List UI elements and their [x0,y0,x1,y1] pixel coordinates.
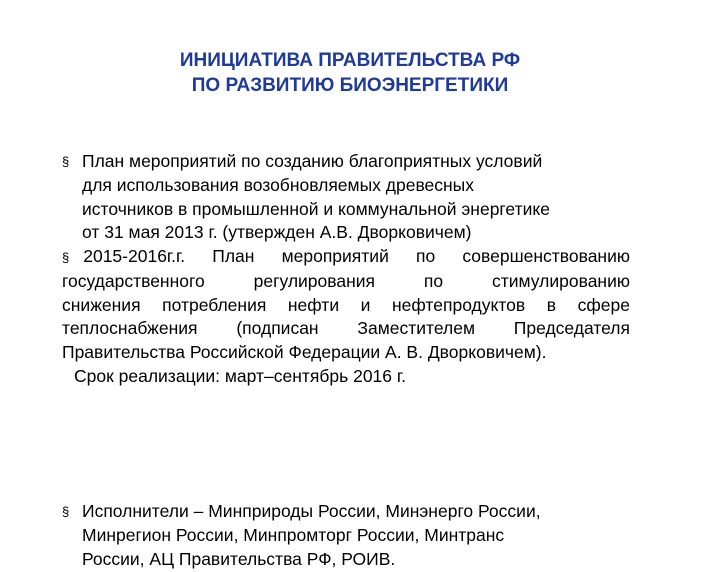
bullet-2-line-1-text: 2015-2016г.г. План мероприятий по совершенствованию [83,246,630,266]
bullet-2-line-4: теплоснабжения (подписан Заместителем Председателя [62,318,630,339]
bullet-2-line-1 [62,245,630,270]
bullet-1-line-2: для использования возобновляемых древесных [82,174,475,195]
bullet-marker-icon: § [62,250,70,265]
bullet-2-line-6: Срок реализации: март–сентябрь 2016 г. [74,365,406,386]
bullet-item-2 [62,245,630,389]
slide-title [0,48,700,98]
bullet-3-line-1: Исполнители – Минприроды России, Минэнерго России, [82,501,541,522]
slide-title-line-2: ПО РАЗВИТИЮ БИОЭНЕРГЕТИКИ [191,75,509,96]
bullet-marker-icon: § [62,154,70,169]
bullet-marker-icon: § [62,504,70,520]
bullet-2-line-2: государственного регулирования по стимулированию [62,270,630,291]
bullet-3-line-2: Минрегион России, Минпромторг России, Минтранс [82,524,505,545]
slide-title-line-1: ИНИЦИАТИВА ПРАВИТЕЛЬСТВА РФ [179,50,521,71]
bullet-2-line-3: снижения потребления нефти и нефтепродуктов в сфере [62,294,630,315]
bullet-1-line-1: План мероприятий по созданию благоприятных условий [82,151,543,171]
bullet-item-3 [62,500,650,571]
bullet-2-line-5: Правительства Российской Федерации А. В. Дворковичем). [62,342,547,363]
bullet-1-line-3: источников в промышленной и коммунальной энергетике [82,198,550,219]
bullet-1-line-4: от 31 мая 2013 г. (утвержден А.В. Дворковичем) [82,222,472,243]
bullet-3-line-3: России, АЦ Правительства РФ, РОИВ. [82,548,396,569]
bullet-item-1 [62,150,650,245]
